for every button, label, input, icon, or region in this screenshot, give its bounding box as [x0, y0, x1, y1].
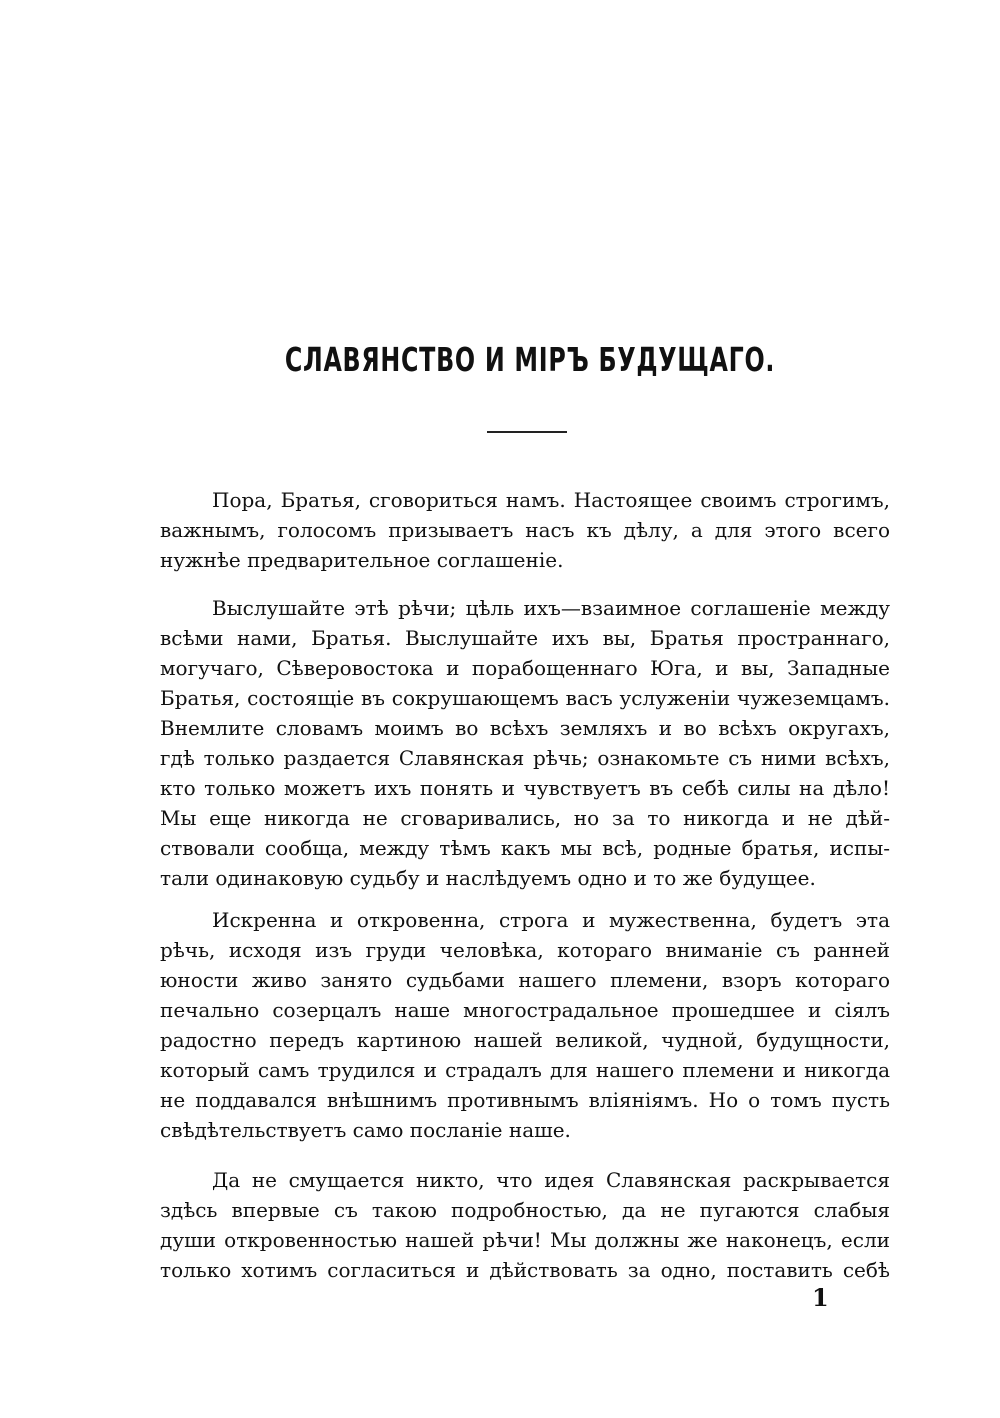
text-line: который самъ трудился и страдалъ для нашего племени и никогда	[160, 1058, 890, 1082]
text-line: радостно передъ картиною нашей великой, чудной, будущности,	[160, 1028, 890, 1052]
text-line: свѣдѣтельствуетъ само посланіе наше.	[160, 1118, 571, 1142]
text-line: всѣми нами, Братья. Выслушайте ихъ вы, Братья пространнаго,	[160, 626, 890, 650]
text-line: рѣчь, исходя изъ груди человѣка, котораго вниманіе съ ранней	[160, 938, 890, 962]
text-line: Пора, Братья, сговориться намъ. Настоящее своимъ строгимъ,	[212, 488, 890, 512]
text-line: Внемлите словамъ моимъ во всѣхъ земляхъ и во всѣхъ округахъ,	[160, 716, 890, 740]
text-line: только хотимъ согласиться и дѣйствовать за одно, поставить себѣ	[160, 1258, 890, 1282]
text-line: Выслушайте этѣ рѣчи; цѣль ихъ—взаимное соглашеніе между	[212, 596, 890, 620]
text-line: Да не смущается никто, что идея Славянская раскрывается	[212, 1168, 890, 1192]
paragraph-2	[160, 593, 890, 893]
text-line: нужнѣе предварительное соглашеніе.	[160, 548, 564, 572]
text-line: кто только можетъ ихъ понять и чувствуетъ въ себѣ силы на дѣло!	[160, 776, 890, 800]
text-line: гдѣ только раздается Славянская рѣчь; ознакомьте съ ними всѣхъ,	[160, 746, 890, 770]
text-line: Братья, состоящіе въ сокрушающемъ васъ услуженіи чужеземцамъ.	[160, 686, 890, 710]
text-line: Искренна и откровенна, строга и мужественна, будетъ эта	[212, 908, 890, 932]
page-number: 1	[812, 1283, 829, 1312]
text-line: важнымъ, голосомъ призываетъ насъ къ дѣлу, а для этого всего	[160, 518, 890, 542]
title-divider	[487, 431, 567, 433]
text-line: юности живо занято судьбами нашего племени, взоръ котораго	[160, 968, 890, 992]
text-line: тали одинаковую судьбу и наслѣдуемъ одно и то же будущее.	[160, 866, 816, 890]
text-line: печально созерцалъ наше многострадальное прошедшее и сіялъ	[160, 998, 890, 1022]
text-line: Мы еще никогда не сговаривались, но за то никогда и не дѣй-	[160, 806, 890, 830]
text-line: могучаго, Сѣверовостока и порабощеннаго Юга, и вы, Западные	[160, 656, 890, 680]
text-line: не поддавался внѣшнимъ противнымъ вліяніямъ. Но о томъ пусть	[160, 1088, 890, 1112]
paragraph-1	[160, 485, 890, 575]
chapter-title: СЛАВЯНСТВО И МІРЪ БУДУЩАГО.	[284, 340, 776, 379]
text-line: ствовали сообща, между тѣмъ какъ мы всѣ, родные братья, испы-	[160, 836, 890, 860]
paragraph-3	[160, 905, 890, 1145]
paragraph-4	[160, 1165, 890, 1285]
text-line: души откровенностью нашей рѣчи! Мы должны же наконецъ, если	[160, 1228, 890, 1252]
text-line: здѣсь впервые съ такою подробностью, да не пугаются слабыя	[160, 1198, 890, 1222]
